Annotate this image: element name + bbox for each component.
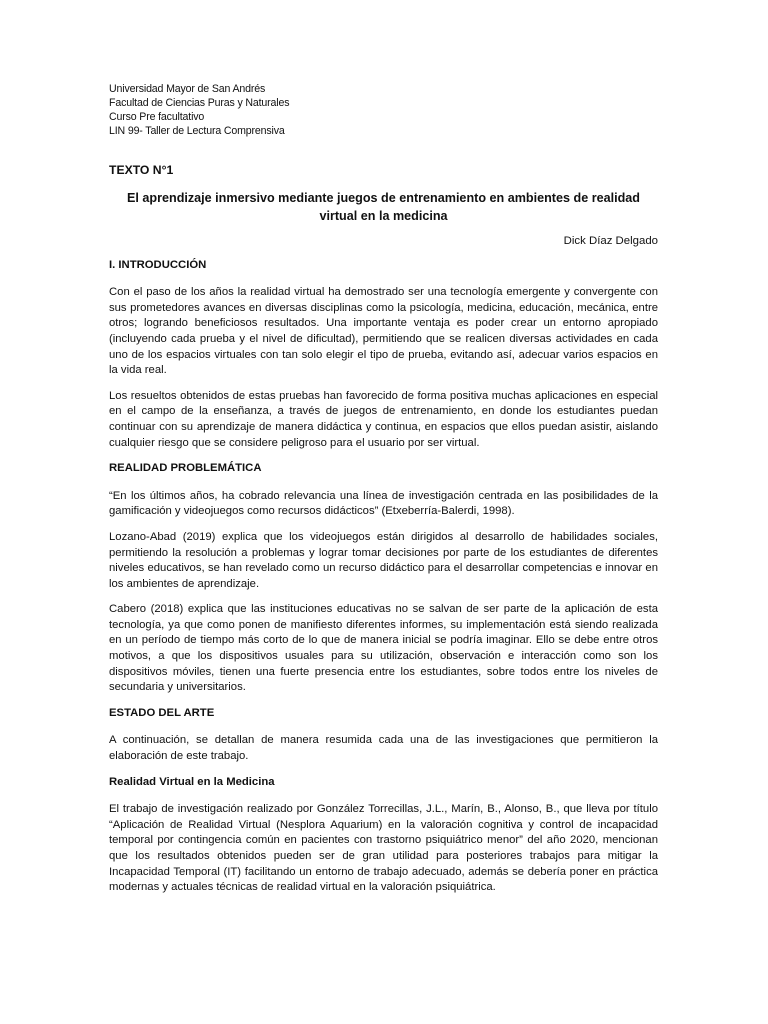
section-heading-problem: REALIDAD PROBLEMÁTICA — [109, 462, 262, 475]
text-number-label: TEXTO N°1 — [109, 163, 174, 177]
paragraph-intro-1: Con el paso de los años la realidad virtual ha demostrado ser una tecnología emergente y convergente con sus prometedores avances en diversas disciplinas como la psicología, medicina, educación, mecánica, entre otros; logrando beneficiosos resultados. Una importante ventaja es poder crear un entorno apropiado (incluyendo cada prueba y el nivel de dificultad), permitiendo que se realicen diversas actividades en cada uno de los espacios virtuales con tan solo elegir el tipo de prueba, evitando así, adecuar varios espacios en la vida real. — [109, 286, 658, 377]
institution-header — [109, 82, 658, 138]
author-name: Dick Díaz Delgado — [563, 235, 658, 247]
university-name: Universidad Mayor de San Andrés — [109, 83, 266, 95]
subject-name: LIN 99- Taller de Lectura Comprensiva — [109, 125, 285, 137]
paragraph-vr-medicine-1: El trabajo de investigación realizado por González Torrecillas, J.L., Marín, B., Alonso, B., que lleva por título “Aplicación de Realidad Virtual (Nesplora Aquarium) en la valoración cognitiva y control de incapacidad temporal por contingencia común en pacientes con trastorno psiquiátrico menor” del año 2020, mencionan que los resultados obtenidos pueden ser de gran utilidad para posteriores trabajos para mitigar la Incapacidad Temporal (IT) facilitando un entorno de trabajo adecuado, además se debería poner en práctica modernas y actuales técnicas de realidad virtual en la valoración psiquiátrica. — [109, 803, 658, 894]
section-heading-state-of-art: ESTADO DEL ARTE — [109, 706, 215, 719]
document-page — [109, 82, 658, 896]
faculty-name: Facultad de Ciencias Puras y Naturales — [109, 97, 290, 109]
paragraph-problem-1: “En los últimos años, ha cobrado relevancia una línea de investigación centrada en las posibilidades de la gamificación y videojuegos como recursos didácticos” (Etxeberría-Balerdi, 1998). — [109, 489, 658, 518]
paragraph-problem-2: Lozano-Abad (2019) explica que los videojuegos están dirigidos al desarrollo de habilidades sociales, permitiendo la resolución a problemas y lograr tomar decisiones por parte de los estudiantes de diferentes niveles educativos, se han revelado como un recurso didáctico para el desarrollar competencias e innovar en los ambientes de aprendizaje. — [109, 530, 658, 590]
section-heading-introduction: I. INTRODUCCIÓN — [109, 258, 207, 271]
paragraph-problem-3: Cabero (2018) explica que las instituciones educativas no se salvan de ser parte de la aplicación de esta tecnología, ya que como ponen de manifiesto diferentes informes, su implementación está siendo realizada en un período de tiempo más corto de lo que de manera inicial se podría imaginar. Ello se debe entre otros motivos, a que los dispositivos usuales para su utilización, observación e interacción como son los dispositivos móviles, tienen una fuerte presencia entre los estudiantes, sobre todos entre los niveles de secundaria y universitarios. — [109, 603, 658, 694]
course-name: Curso Pre facultativo — [109, 111, 205, 123]
paragraph-intro-2: Los resueltos obtenidos de estas pruebas han favorecido de forma positiva muchas aplicaciones en especial en el campo de la enseñanza, a través de juegos de entrenamiento, en donde los estudiantes puedan continuar con su aprendizaje de manera didáctica y continua, en espacios que ellos puedan asistir, aislando cualquier riesgo que se considere peligroso para el usuario por ser virtual. — [109, 389, 658, 449]
paragraph-state-1: A continuación, se detallan de manera resumida cada una de las investigaciones que permitieron la elaboración de este trabajo. — [109, 734, 658, 763]
document-title: El aprendizaje inmersivo mediante juegos de entrenamiento en ambientes de realidad virtual en la medicina — [127, 191, 640, 223]
section-heading-vr-medicine: Realidad Virtual en la Medicina — [109, 775, 275, 788]
